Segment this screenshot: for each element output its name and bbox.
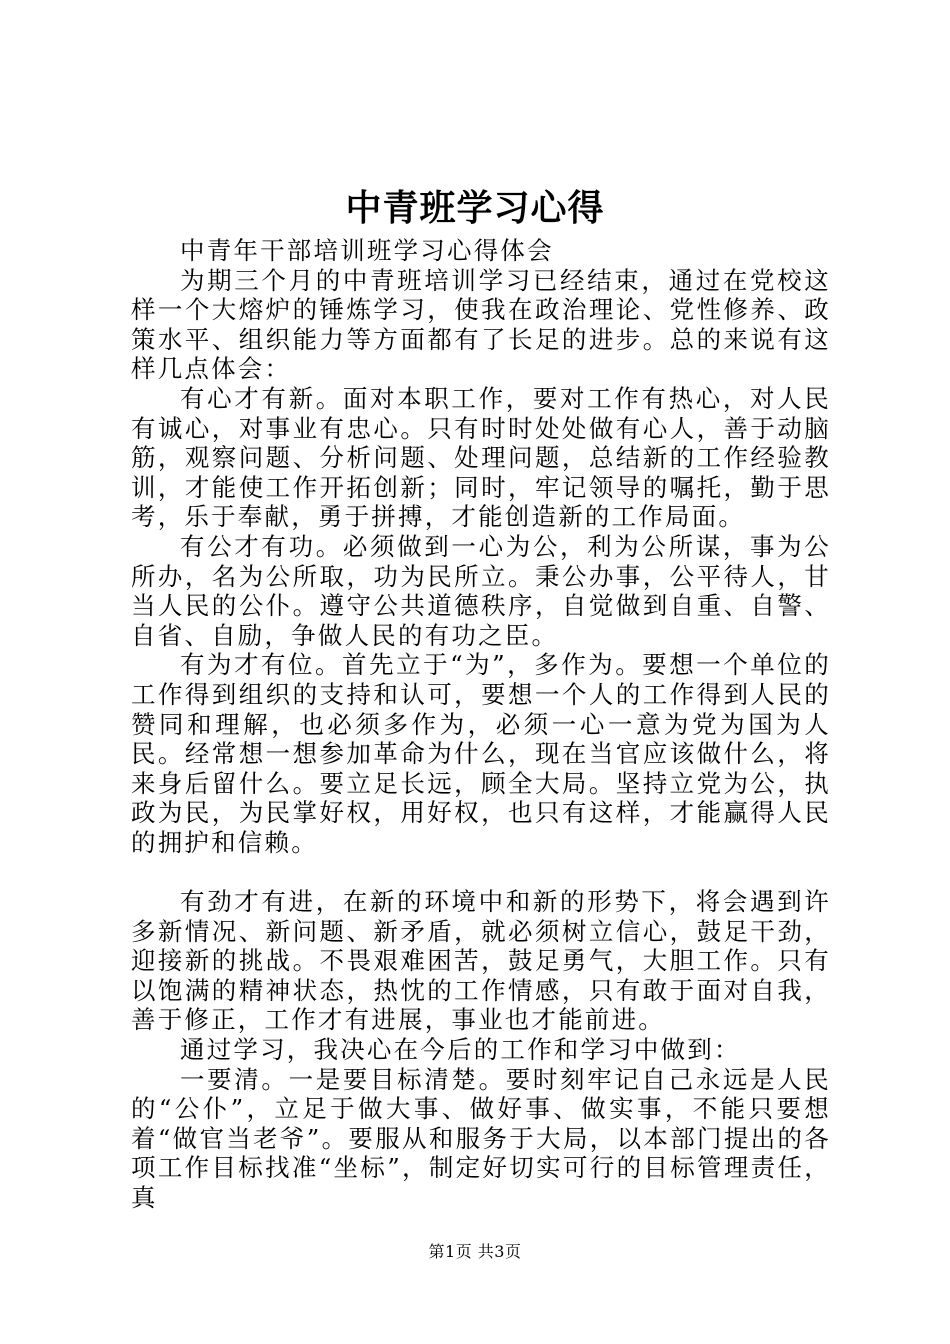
document-title: 中青班学习心得: [345, 187, 605, 229]
document-body: [131, 236, 831, 1213]
paragraph-public: 有公才有功。必须做到一心为公，利为公所谋，事为公所办，名为公所取，功为民所立。秉公办事，公平待人，甘当人民的公仆。遵守公共道德秩序，自觉做到自重、自警、自省、自励，争做人民的有功之臣。: [131, 531, 831, 650]
page-number-footer: 第1页 共3页: [428, 1242, 522, 1261]
paragraph-heart: 有心才有新。面对本职工作，要对工作有热心，对人民有诚心，对事业有忠心。只有时时处处做有心人，善于动脑筋，观察问题、分析问题、处理问题，总结新的工作经验教训，才能使工作开拓创新；同时，牢记领导的嘱托，勤于思考，乐于奉献，勇于拼搏，才能创造新的工作局面。: [131, 383, 831, 532]
subtitle-paragraph: 中青年干部培训班学习心得体会: [180, 236, 554, 265]
paragraph-clarity: 一要清。一是要目标清楚。要时刻牢记自己永远是人民的“公仆”，立足于做大事、做好事、做实事，不能只要想着“做官当老爷”。要服从和服务于大局，以本部门提出的各项工作目标找准“坐标”，制定好切实可行的目标管理责任，真: [131, 1064, 831, 1212]
paragraph-action: 有为才有位。首先立于“为”，多作为。要想一个单位的工作得到组织的支持和认可，要想一个人的工作得到人民的赞同和理解，也必须多作为，必须一心一意为党为国为人民。经常想一想参加革命为什么，现在当官应该做什么，将来身后留什么。要立足长远，顾全大局。坚持立党为公，执政为民，为民掌好权，用好权，也只有这样，才能赢得人民的拥护和信赖。: [131, 650, 831, 857]
intro-paragraph: 为期三个月的中青班培训学习已经结束，通过在党校这样一个大熔炉的锤炼学习，使我在政治理论、党性修养、政策水平、组织能力等方面都有了长足的进步。总的来说有这样几点体会：: [131, 265, 831, 384]
paragraph-energy: 有劲才有进，在新的环境中和新的形势下，将会遇到许多新情况、新问题、新矛盾，就必须树立信心，鼓足干劲，迎接新的挑战。不畏艰难困苦，鼓足勇气，大胆工作。只有以饱满的精神状态，热忱的工作情感，只有敢于面对自我，善于修正，工作才有进展，事业也才能前进。: [131, 887, 831, 1035]
paragraph-resolution: 通过学习，我决心在今后的工作和学习中做到：: [180, 1035, 741, 1065]
